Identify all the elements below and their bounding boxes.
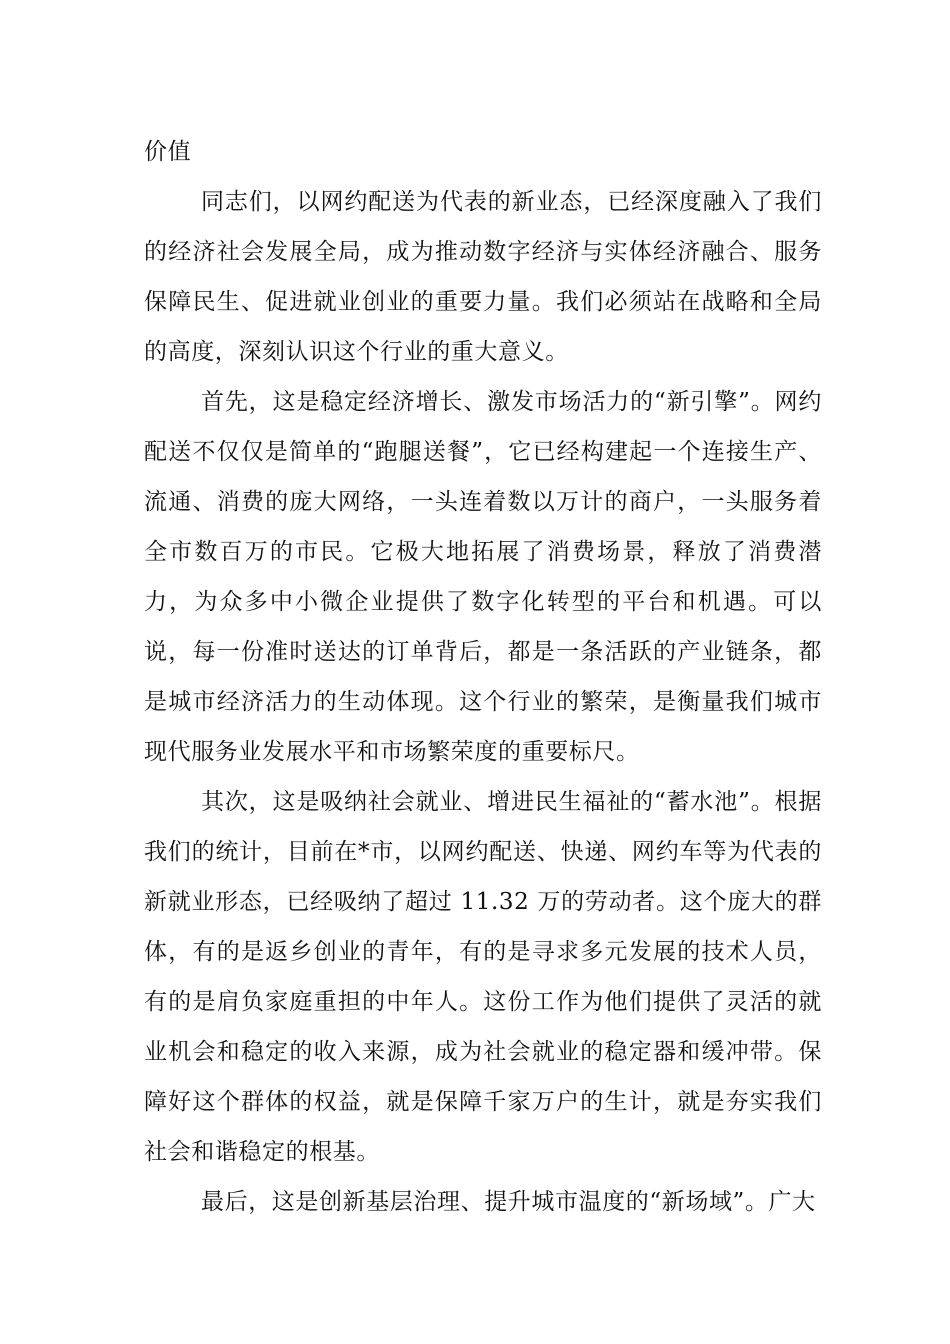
- paragraph-first-point: 首先，这是稳定经济增长、激发市场活力的“新引擎”。网约配送不仅仅是简单的“跑腿送餐”，它已经构建起一个连接生产、流通、消费的庞大网络，一头连着数以万计的商户，一头服务着全市数百万的市民。它极大地拓展了消费场景，释放了消费潜力，为众多中小微企业提供了数字化转型的平台和机遇。可以说，每一份准时送达的订单背后，都是一条活跃的产业链条，都是城市经济活力的生动体现。这个行业的繁荣，是衡量我们城市现代服务业发展水平和市场繁荣度的重要标尺。: [144, 389, 822, 765]
- document-body: [144, 127, 822, 1227]
- paragraph-continuation: 价值: [144, 139, 192, 165]
- paragraph-third-point: 最后，这是创新基层治理、提升城市温度的“新场域”。广大: [201, 1189, 816, 1215]
- paragraph-intro: 同志们，以网约配送为代表的新业态，已经深度融入了我们的经济社会发展全局，成为推动数字经济与实体经济融合、服务保障民生、促进就业创业的重要力量。我们必须站在战略和全局的高度，深刻认识这个行业的重大意义。: [144, 189, 822, 365]
- paragraph-second-point: 其次，这是吸纳社会就业、增进民生福祉的“蓄水池”。根据我们的统计，目前在*市，以网约配送、快递、网约车等为代表的新就业形态，已经吸纳了超过 11.32 万的劳动者。这个庞大的群体，有的是返乡创业的青年，有的是寻求多元发展的技术人员，有的是肩负家庭重担的中年人。这份工作为他们提供了灵活的就业机会和稳定的收入来源，成为社会就业的稳定器和缓冲带。保障好这个群体的权益，就是保障千家万户的生计，就是夯实我们社会和谐稳定的根基。: [144, 789, 822, 1165]
